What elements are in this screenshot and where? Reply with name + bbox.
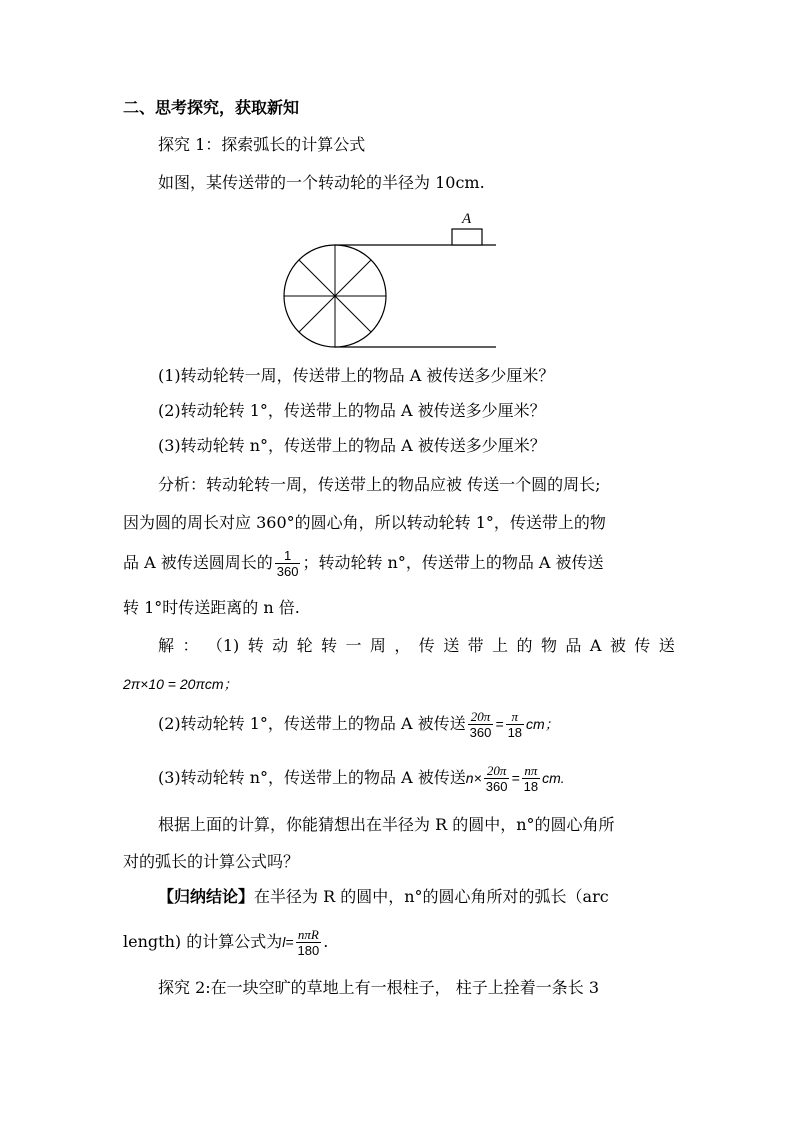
conclusion-line-1	[158, 887, 609, 907]
multiplier-text: n×	[465, 770, 482, 786]
fraction-numerator: 20π	[484, 763, 510, 779]
solution-word: （1)	[206, 636, 240, 655]
fraction-numerator: 1	[275, 548, 301, 564]
conclusion-text: 在半径为 R 的圆中，n°的圆心角所对的弧长（arc	[254, 887, 609, 906]
fraction-denominator: 360	[485, 779, 508, 794]
fraction-pi-18	[506, 709, 524, 740]
explore1-intro: 如图，某传送带的一个转动轮的半径为 10cm.	[158, 173, 485, 192]
solution-word: A	[589, 636, 602, 655]
solution-2-text: (2)转动轮转 1°，传送带上的物品 A 被传送	[158, 714, 466, 733]
solution-word: 轮	[296, 636, 313, 655]
analysis-line-3	[123, 546, 604, 580]
explore1-heading: 探究 1：探索弧长的计算公式	[158, 135, 366, 154]
conclusion-tag: 【归纳结论】	[158, 887, 255, 906]
fraction-denominator: 18	[507, 725, 523, 740]
fraction-denominator: 18	[523, 779, 539, 794]
solution-word: 一	[345, 636, 362, 655]
fraction-npir-180	[296, 927, 322, 958]
fraction-numerator: 20π	[468, 709, 494, 725]
solution-2	[158, 704, 559, 744]
solution-word: ：	[182, 636, 199, 655]
solution-word: 动	[272, 636, 289, 655]
fraction-20pi-360	[484, 763, 510, 794]
fraction-20pi-360	[468, 709, 494, 740]
conclusion-text-2: length) 的计算公式为	[123, 932, 283, 951]
solution-word: 传	[634, 636, 651, 655]
question-3: (3)转动轮转 n°，传送带上的物品 A 被传送多少厘米？	[158, 436, 546, 455]
unit-text: cm.	[542, 770, 565, 786]
unit-text: cm；	[526, 716, 559, 732]
formula-lhs: l=	[282, 934, 294, 950]
solution-word: 物	[540, 636, 557, 655]
fraction-denominator: 180	[297, 943, 320, 958]
fraction-denominator: 360	[469, 725, 492, 740]
conclusion-line-2	[123, 922, 328, 962]
question-1: (1)转动轮转一周，传送带上的物品 A 被传送多少厘米？	[158, 366, 555, 385]
analysis-line-2: 因为圆的周长对应 360°的圆心角，所以转动轮转 1°，传送带上的物	[123, 513, 606, 532]
solution-3-text: (3)转动轮转 n°，传送带上的物品 A 被传送	[158, 768, 466, 787]
explore2-text: 探究 2:在一块空旷的草地上有一根柱子， 柱子上拴着一条长 3	[158, 978, 600, 997]
equals-sign: =	[511, 770, 520, 786]
solution-1-formula: 2π×10 = 20πcm；	[123, 676, 238, 692]
equals-sign: =	[495, 716, 504, 732]
fraction-1-360	[275, 548, 301, 579]
solution-word: 品	[565, 636, 582, 655]
analysis-line-4: 转 1°时传送距离的 n 倍.	[123, 598, 300, 617]
object-a-label: A	[462, 211, 472, 227]
guess-line-2: 对的弧长的计算公式吗？	[123, 852, 300, 871]
analysis-text-b: ；转动轮转 n°，传送带上的物品 A 被传送	[302, 553, 604, 572]
fraction-numerator: nπ	[522, 763, 540, 779]
solution-word: 上	[492, 636, 509, 655]
solution-word: 周	[369, 636, 386, 655]
object-a-box	[452, 229, 482, 245]
solution-word: 被	[609, 636, 626, 655]
fraction-numerator: nπR	[296, 927, 322, 943]
solution-3	[158, 758, 565, 798]
solution-word: ，	[394, 636, 411, 655]
formula-end: .	[323, 932, 329, 951]
analysis-line-1: 分析：转动轮转一周，传送带上的物品应被 传送一个圆的周长;	[158, 475, 601, 494]
guess-line-1: 根据上面的计算，你能猜想出在半径为 R 的圆中，n°的圆心角所	[158, 815, 615, 834]
solution-word: 转	[247, 636, 264, 655]
solution-word: 的	[516, 636, 533, 655]
fraction-denominator: 360	[276, 564, 299, 579]
section-title: 二、思考探究，获取新知	[123, 98, 300, 117]
solution-word: 传	[418, 636, 435, 655]
solution-word: 送	[443, 636, 460, 655]
fraction-numerator: π	[506, 709, 524, 725]
analysis-text-a: 品 A 被传送圆周长的	[123, 553, 273, 572]
solution-word: 转	[321, 636, 338, 655]
solution-word: 解	[158, 636, 175, 655]
solution-word: 送	[658, 636, 675, 655]
question-2: (2)转动轮转 1°，传送带上的物品 A 被传送多少厘米？	[158, 401, 546, 420]
solution-word: 带	[467, 636, 484, 655]
fraction-npi-18	[522, 763, 540, 794]
conveyor-figure	[280, 205, 510, 355]
solution-line-1	[158, 636, 675, 656]
